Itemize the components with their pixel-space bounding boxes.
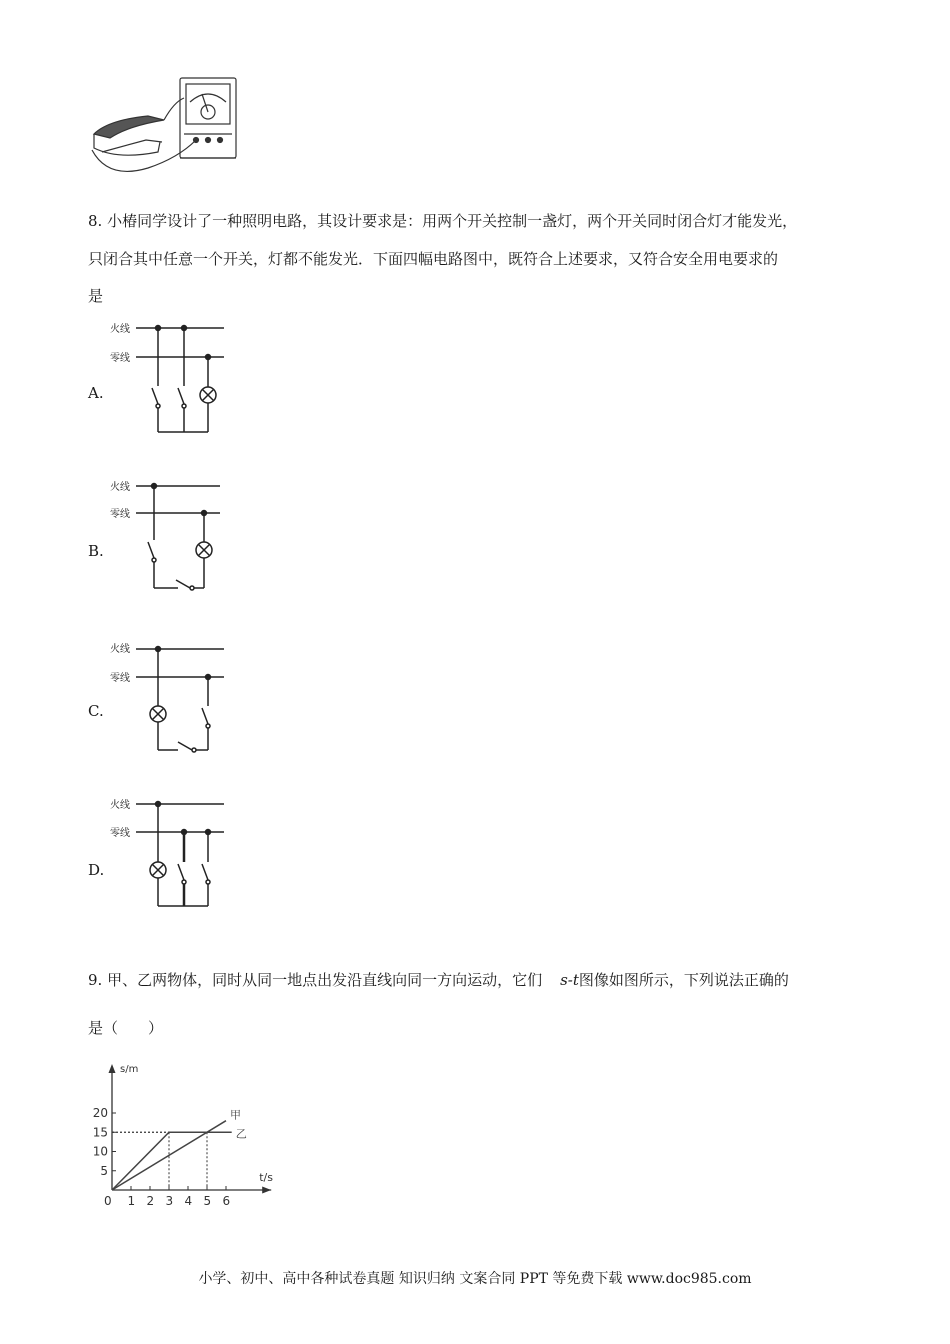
- y-tick-label: 10: [92, 1144, 108, 1159]
- y-axis-label: s/m: [120, 1064, 139, 1075]
- series-line-1: [112, 1121, 226, 1190]
- neutral-wire-label: 零线: [110, 353, 130, 364]
- live-wire-label: 火线: [110, 644, 130, 655]
- footer-text: 小学、初中、高中各种试卷真题 知识归纳 文案合同 PPT 等免费下载 www.doc985.com: [198, 1271, 752, 1287]
- live-wire-label: 火线: [110, 482, 130, 493]
- option-d-label: D.: [88, 861, 105, 879]
- y-tick-label: 15: [92, 1125, 108, 1140]
- ammeter-illustration: [88, 72, 248, 184]
- y-tick-label: 5: [100, 1163, 108, 1178]
- x-tick-label: 2: [146, 1194, 155, 1208]
- x-axis-label: t/s: [259, 1171, 273, 1184]
- x-axis-arrow: [262, 1187, 271, 1194]
- y-axis-arrow: [109, 1064, 116, 1073]
- q9-st-symbol: s-t: [560, 971, 579, 989]
- circuit-diagram-c: [108, 638, 232, 760]
- circuit-diagram-d: [108, 794, 232, 916]
- series-line-2: [112, 1132, 232, 1190]
- option-c-label: C.: [88, 702, 104, 720]
- x-tick-label: 1: [127, 1194, 136, 1208]
- y-tick-label: 20: [92, 1106, 108, 1120]
- q8-line-3: 是: [88, 287, 104, 305]
- x-tick-label: 5: [203, 1194, 212, 1208]
- q8-line-2: 只闭合其中任意一个开关，灯都不能发光．下面四幅电路图中，既符合上述要求，又符合安全用电要求的: [88, 250, 779, 268]
- q9-line-1-after: 图像如图所示，下列说法正确的: [578, 971, 789, 989]
- q9-line-1-before: 9. 甲、乙两物体，同时从同一地点出发沿直线向同一方向运动，它们: [88, 971, 543, 989]
- q8-line-1: 8. 小椿同学设计了一种照明电路，其设计要求是：用两个开关控制一盏灯，两个开关同时闭合灯才能发光，: [88, 212, 798, 230]
- x-tick-label: 6: [222, 1194, 231, 1208]
- x-tick-label: 3: [165, 1194, 174, 1208]
- option-a-label: A.: [88, 384, 104, 402]
- neutral-wire-label: 零线: [110, 828, 130, 839]
- live-wire-label: 火线: [110, 324, 130, 335]
- live-wire-label: 火线: [110, 800, 130, 811]
- series-label-1: 甲: [230, 1108, 241, 1122]
- circuit-diagram-b: [108, 476, 232, 598]
- neutral-wire-label: 零线: [110, 673, 130, 684]
- x-tick-label: 0: [104, 1194, 112, 1208]
- neutral-wire-label: 零线: [110, 509, 130, 520]
- q9-line-2: 是（ ）: [88, 1019, 164, 1037]
- q9-line-1: [88, 970, 789, 990]
- option-b-label: B.: [88, 542, 104, 560]
- x-tick-label: 4: [184, 1194, 193, 1208]
- series-label-2: 乙: [235, 1127, 247, 1141]
- circuit-diagram-a: [108, 318, 232, 440]
- st-graph: [86, 1060, 286, 1212]
